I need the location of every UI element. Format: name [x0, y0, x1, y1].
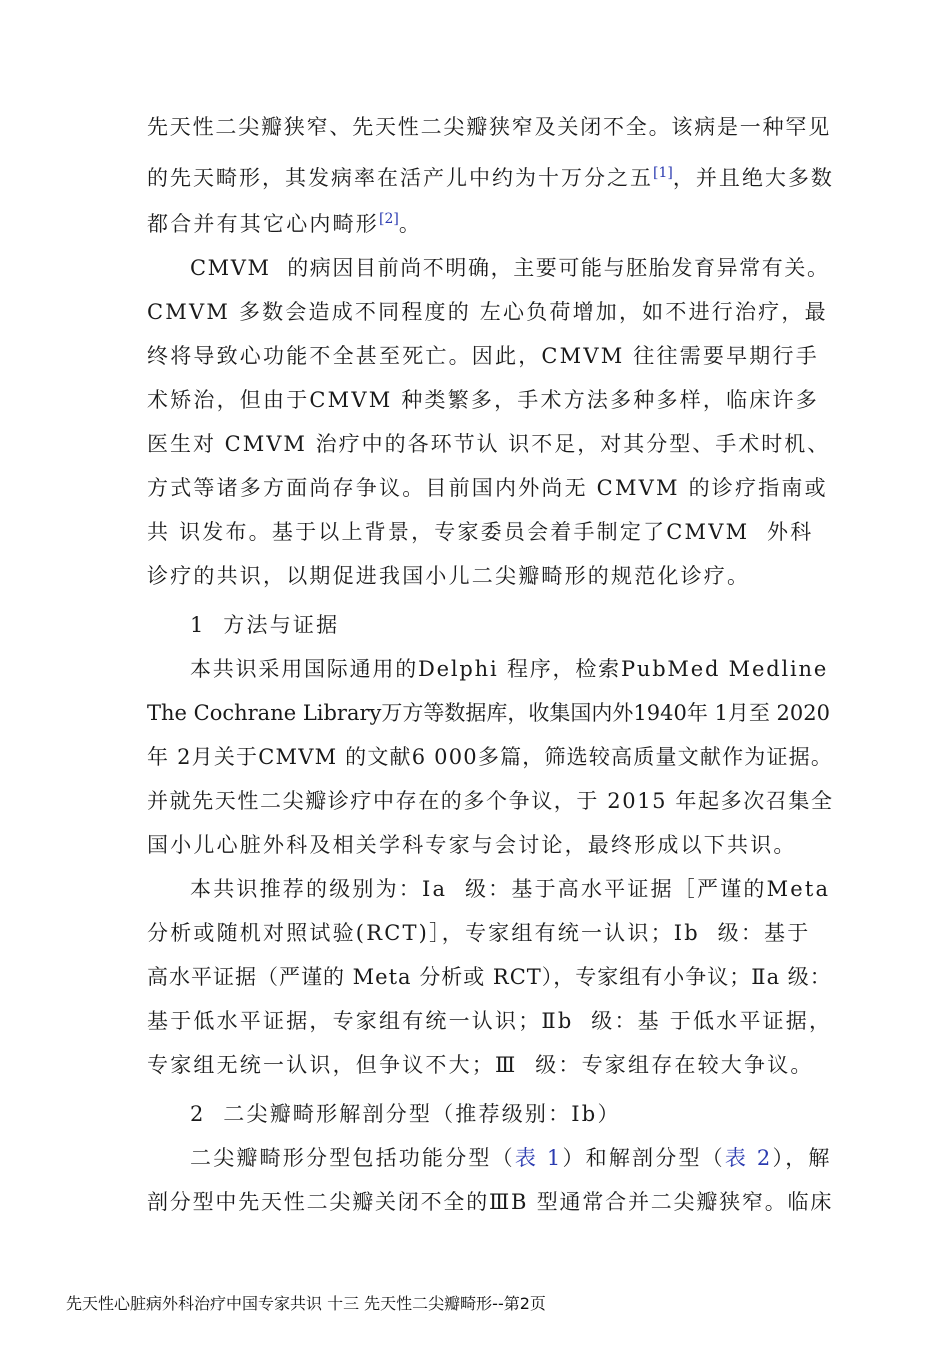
text-line-17: 国小儿心脏外科及相关学科专家与会讨论，最终形成以下共识。: [147, 833, 797, 857]
text-line-11: 诊疗的共识，以期促进我国小儿二尖瓣畸形的规范化诊疗。: [147, 564, 751, 588]
text-line-14: The Cochrane Library万方等数据库，收集国内外1940年 1月至 2020: [147, 701, 830, 725]
text-line-3: [147, 206, 422, 237]
table-ref-2-link[interactable]: 表 2: [724, 1146, 773, 1170]
text-line-9: 方式等诸多方面尚存争议。目前国内外尚无 CMVM 的诊疗指南或: [147, 476, 828, 500]
text-segment: 二尖瓣畸形分型包括功能分型（: [190, 1146, 515, 1170]
text-line-6: 终将导致心功能不全甚至死亡。因此，CMVM 往往需要早期行手: [147, 344, 819, 368]
text-line-13: 本共识采用国际通用的Delphi 程序，检索PubMed Medline: [190, 657, 829, 681]
text-line-22: 专家组无统一认识，但争议不大；Ⅲ 级：专家组存在较大争议。: [147, 1053, 814, 1077]
text-line-21: 基于低水平证据，专家组有统一认识；Ⅱb 级：基 于低水平证据，: [147, 1009, 833, 1033]
text-line-4: CMVM 的病因目前尚不明确，主要可能与胚胎发育异常有关。: [190, 256, 830, 280]
text-line-16: 并就先天性二尖瓣诊疗中存在的多个争议，于 2015 年起多次召集全: [147, 789, 834, 813]
text-line-25: 剖分型中先天性二尖瓣关闭不全的ⅢB 型通常合并二尖瓣狭窄。临床: [147, 1190, 834, 1214]
table-ref-1-link[interactable]: 表 1: [514, 1146, 563, 1170]
text-line-10: 共 识发布。基于以上背景，专家委员会着手制定了CMVM 外科: [147, 520, 814, 544]
text-line-7: 术矫治，但由于CMVM 种类繁多，手术方法多种多样，临床许多: [147, 388, 819, 412]
section-heading-2: 2 二尖瓣畸形解剖分型（推荐级别：Ⅰb）: [190, 1102, 621, 1126]
citation-ref-1[interactable]: [1]: [653, 165, 673, 181]
text-line-1: 先天性二尖瓣狭窄、先天性二尖瓣狭窄及关闭不全。该病是一种罕见: [147, 115, 831, 139]
text-line-24: [190, 1145, 832, 1171]
text-line-8: 医生对 CMVM 治疗中的各环节认 识不足，对其分型、手术时机、: [147, 432, 831, 456]
text-line-2: [147, 160, 834, 191]
text-line-20: 高水平证据（严谨的 Meta 分析或 RCT），专家组有小争议；Ⅱa 级：: [147, 965, 832, 989]
text-line-19: 分析或随机对照试验(RCT)］，专家组有统一认识；Ⅰb 级：基于: [147, 921, 811, 945]
text-segment: ）和解剖分型（: [562, 1146, 725, 1170]
text-segment: ，并且绝大多数: [672, 166, 834, 190]
text-segment: 。: [398, 212, 423, 236]
text-line-18: 本共识推荐的级别为：Ⅰa 级：基于高水平证据［严谨的Meta: [190, 877, 831, 901]
text-segment: 的先天畸形，其发病率在活产儿中约为十万分之五: [147, 166, 653, 190]
text-segment: ），解: [772, 1146, 832, 1170]
citation-ref-2[interactable]: [2]: [379, 211, 399, 227]
text-line-5: CMVM 多数会造成不同程度的 左心负荷增加，如不进行治疗，最: [147, 300, 828, 324]
page-footer: 先天性心脏病外科治疗中国专家共识 十三 先天性二尖瓣畸形--第2页: [66, 1294, 546, 1313]
section-heading-1: 1 方法与证据: [190, 613, 340, 637]
text-segment: 都合并有其它心内畸形: [147, 212, 379, 236]
text-line-15: 年 2月关于CMVM 的文献6 000多篇，筛选较高质量文献作为证据。: [147, 745, 834, 769]
